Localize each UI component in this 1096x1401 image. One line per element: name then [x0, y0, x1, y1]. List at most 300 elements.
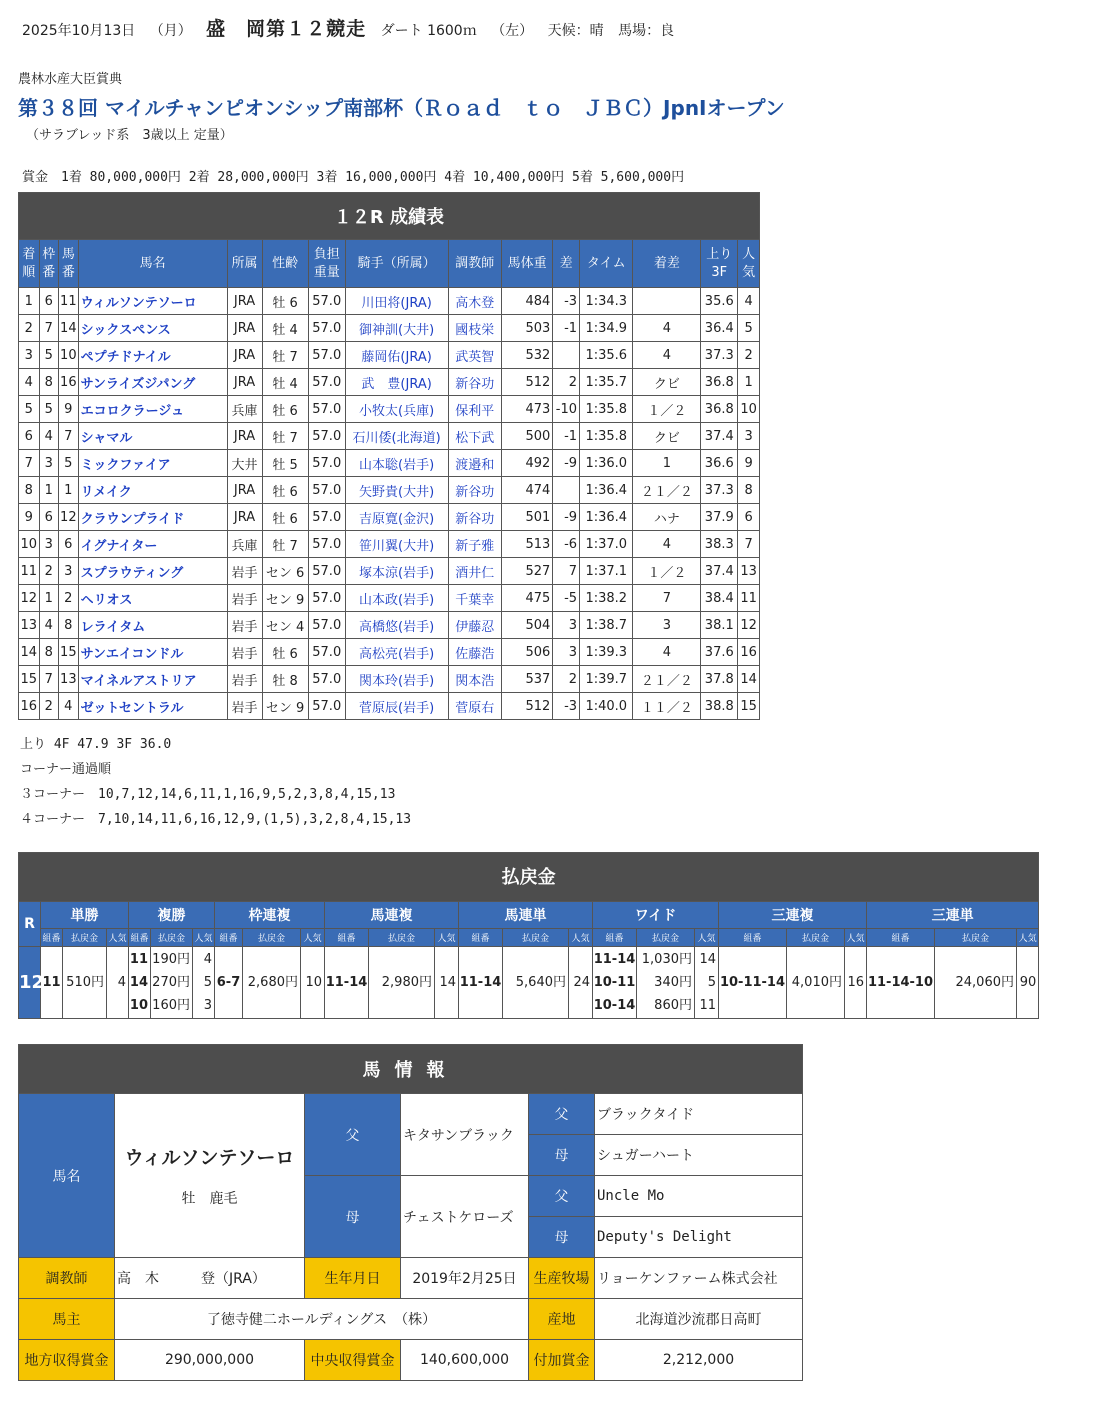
umatan-combo: 11-14: [459, 947, 503, 1019]
cell-horse-name[interactable]: ヘリオス: [78, 585, 227, 612]
cell-popularity: 10: [738, 396, 760, 423]
cell-jockey[interactable]: 菅原辰(岩手): [345, 693, 448, 720]
cell-jockey[interactable]: 高松亮(岩手): [345, 639, 448, 666]
cell-margin: クビ: [633, 369, 701, 396]
cell-time: 1:35.8: [580, 396, 633, 423]
table-row: [19, 423, 760, 450]
cell-trainer[interactable]: 松下武: [448, 423, 501, 450]
extra-prize-label: 付加賞金: [529, 1340, 595, 1381]
cell-number: 2: [59, 585, 79, 612]
cell-jockey[interactable]: 石川倭(北海道): [345, 423, 448, 450]
breeder-label: 生産牧場: [529, 1258, 595, 1299]
cell-jockey[interactable]: 山本政(岩手): [345, 585, 448, 612]
cell-weight-diff: 2: [553, 369, 580, 396]
cell-body-weight: 537: [501, 666, 552, 693]
cell-horse-name[interactable]: シャマル: [78, 423, 227, 450]
horse-name-label: 馬名: [19, 1094, 115, 1258]
cell-trainer[interactable]: 保利平: [448, 396, 501, 423]
payout-group-tansho: 単勝: [41, 902, 129, 929]
cell-sex-age: セン 9: [262, 693, 308, 720]
cell-margin: １／２: [633, 396, 701, 423]
cell-frame: 2: [39, 558, 59, 585]
cell-last-3f: 36.8: [701, 369, 738, 396]
fukusho-pay: 160円: [152, 998, 190, 1013]
cell-trainer[interactable]: 菅原右: [448, 693, 501, 720]
wide-pays: [637, 947, 695, 1019]
cell-time: 1:36.4: [580, 477, 633, 504]
birth-label: 生年月日: [305, 1258, 401, 1299]
cell-popularity: 15: [738, 693, 760, 720]
cell-time: 1:35.7: [580, 369, 633, 396]
payout-group-umatan: 馬連単: [459, 902, 593, 929]
cell-popularity: 5: [738, 315, 760, 342]
cell-sex-age: 牡 7: [262, 531, 308, 558]
cell-affiliation: JRA: [227, 288, 262, 315]
cell-body-weight: 527: [501, 558, 552, 585]
race-title: 第３８回 マイルチャンピオンシップ南部杯（Ｒｏａｄ ｔｏ ＪＢＣ）JpnⅠオープン: [18, 96, 785, 120]
table-row: [19, 693, 760, 720]
cell-rank: 8: [19, 477, 40, 504]
wide-pop: 5: [707, 975, 716, 990]
origin-name: 北海道沙流郡日高町: [595, 1299, 803, 1340]
payout-caption: 払戻金: [19, 853, 1039, 902]
table-row: [19, 369, 760, 396]
cell-popularity: 13: [738, 558, 760, 585]
cell-frame: 5: [39, 342, 59, 369]
results-header-weight-diff: 差: [553, 240, 580, 288]
horse-info-table: [18, 1044, 803, 1381]
extra-prize: 2,212,000: [595, 1340, 803, 1381]
dam-sire-label: 父: [529, 1176, 595, 1217]
payout-subheader-pop: 人気: [569, 929, 593, 947]
wakuren-pop: 10: [301, 947, 325, 1019]
payout-subheader-combo: 組番: [593, 929, 637, 947]
cell-rank: 7: [19, 450, 40, 477]
cell-margin: ハナ: [633, 504, 701, 531]
wide-pop: 11: [699, 998, 716, 1013]
cell-rank: 12: [19, 585, 40, 612]
results-header-frame: 枠番: [39, 240, 59, 288]
cell-last-3f: 37.6: [701, 639, 738, 666]
cell-weight: 57.0: [308, 585, 345, 612]
cell-weight-diff: -6: [553, 531, 580, 558]
cell-weight: 57.0: [308, 612, 345, 639]
cell-trainer[interactable]: 新子雅: [448, 531, 501, 558]
cell-trainer[interactable]: 國枝栄: [448, 315, 501, 342]
cell-frame: 7: [39, 666, 59, 693]
cell-weight: 57.0: [308, 288, 345, 315]
cell-jockey[interactable]: 御神訓(大井): [345, 315, 448, 342]
sanrenpuku-combo: 10-11-14: [719, 947, 787, 1019]
cell-last-3f: 37.3: [701, 477, 738, 504]
payout-group-wakuren: 枠連複: [215, 902, 325, 929]
payout-subheader-row: [19, 929, 1039, 947]
cell-number: 5: [59, 450, 79, 477]
cell-trainer[interactable]: 新谷功: [448, 369, 501, 396]
cell-trainer[interactable]: 高木登: [448, 288, 501, 315]
cell-time: 1:35.6: [580, 342, 633, 369]
cell-horse-name[interactable]: シックスペンス: [78, 315, 227, 342]
cell-trainer[interactable]: 千葉幸: [448, 585, 501, 612]
cell-trainer[interactable]: 武英智: [448, 342, 501, 369]
cell-sex-age: 牡 7: [262, 342, 308, 369]
cell-time: 1:37.1: [580, 558, 633, 585]
cell-time: 1:36.0: [580, 450, 633, 477]
cell-margin: 4: [633, 531, 701, 558]
payout-group-umaren: 馬連複: [325, 902, 459, 929]
cell-jockey[interactable]: 塚本涼(岩手): [345, 558, 448, 585]
cell-time: 1:37.0: [580, 531, 633, 558]
cell-sex-age: セン 9: [262, 585, 308, 612]
fukusho-pop: 4: [203, 952, 212, 967]
cell-popularity: 1: [738, 369, 760, 396]
cell-body-weight: 492: [501, 450, 552, 477]
cell-popularity: 9: [738, 450, 760, 477]
fukusho-combo: 11: [129, 952, 148, 967]
cell-frame: 4: [39, 423, 59, 450]
cell-trainer[interactable]: 伊藤忍: [448, 612, 501, 639]
sanrentan-combo: 11-14-10: [867, 947, 935, 1019]
sire-name: キタサンブラック: [401, 1094, 529, 1176]
payout-subheader-combo: 組番: [129, 929, 151, 947]
results-header-sex-age: 性齢: [262, 240, 308, 288]
table-row: [19, 558, 760, 585]
cell-number: 1: [59, 477, 79, 504]
cell-affiliation: 兵庫: [227, 531, 262, 558]
birth-date: 2019年2月25日: [401, 1258, 529, 1299]
cell-horse-name[interactable]: ウィルソンテソーロ: [78, 288, 227, 315]
cell-jockey[interactable]: 藤岡佑(JRA): [345, 342, 448, 369]
cell-jockey[interactable]: 笹川翼(大井): [345, 531, 448, 558]
cell-horse-name[interactable]: ペプチドナイル: [78, 342, 227, 369]
sire-sire-label: 父: [529, 1094, 595, 1135]
cell-last-3f: 38.3: [701, 531, 738, 558]
umaren-combo: 11-14: [325, 947, 369, 1019]
results-header-trainer: 調教師: [448, 240, 501, 288]
cell-sex-age: 牡 6: [262, 477, 308, 504]
origin-label: 産地: [529, 1299, 595, 1340]
cell-frame: 3: [39, 450, 59, 477]
cell-number: 3: [59, 558, 79, 585]
cell-sex-age: 牡 4: [262, 369, 308, 396]
cell-rank: 16: [19, 693, 40, 720]
cell-rank: 3: [19, 342, 40, 369]
payout-subheader-combo: 組番: [325, 929, 369, 947]
owner-name: 了徳寺健二ホールディングス （株）: [115, 1299, 529, 1340]
cell-horse-name[interactable]: ゼットセントラル: [78, 693, 227, 720]
cell-weight-diff: -3: [553, 288, 580, 315]
cell-margin: ２１／２: [633, 477, 701, 504]
corner3-order: ３コーナー 10,7,12,14,6,11,1,16,9,5,2,3,8,4,15,13: [20, 787, 396, 802]
sire-dam-label: 母: [529, 1135, 595, 1176]
dam-dam-name: Deputy's Delight: [595, 1217, 803, 1258]
wide-combos: [593, 947, 637, 1019]
cell-popularity: 8: [738, 477, 760, 504]
cell-weight: 57.0: [308, 531, 345, 558]
cell-jockey[interactable]: 山本聡(岩手): [345, 450, 448, 477]
cell-number: 8: [59, 612, 79, 639]
cell-weight: 57.0: [308, 693, 345, 720]
table-row: [19, 288, 760, 315]
payout-subheader-combo: 組番: [459, 929, 503, 947]
cell-weight: 57.0: [308, 315, 345, 342]
table-row: [19, 639, 760, 666]
cell-trainer[interactable]: 関本浩: [448, 666, 501, 693]
wide-combo: 10-11: [593, 975, 636, 990]
race-header: [22, 14, 684, 41]
cell-body-weight: 512: [501, 693, 552, 720]
cell-affiliation: 兵庫: [227, 396, 262, 423]
cell-trainer[interactable]: 渡邉和: [448, 450, 501, 477]
cell-jockey[interactable]: 矢野貴(大井): [345, 477, 448, 504]
wakuren-combo: 6-7: [215, 947, 243, 1019]
cell-popularity: 14: [738, 666, 760, 693]
payout-subheader-pop: 人気: [301, 929, 325, 947]
cell-popularity: 11: [738, 585, 760, 612]
cell-weight-diff: [553, 477, 580, 504]
breeder-name: リョーケンファーム株式会社: [595, 1258, 803, 1299]
cell-horse-name[interactable]: リメイク: [78, 477, 227, 504]
cell-horse-name[interactable]: マイネルアストリア: [78, 666, 227, 693]
dam-label: 母: [305, 1176, 401, 1258]
cell-sex-age: 牡 6: [262, 639, 308, 666]
results-header-margin: 着差: [633, 240, 701, 288]
cell-sex-age: セン 6: [262, 558, 308, 585]
payout-subheader-pay: 払戻金: [63, 929, 107, 947]
cell-last-3f: 37.8: [701, 666, 738, 693]
cell-sex-age: 牡 7: [262, 423, 308, 450]
cell-last-3f: 38.8: [701, 693, 738, 720]
payout-subheader-pay: 払戻金: [637, 929, 695, 947]
wide-pop: 14: [699, 952, 716, 967]
cell-time: 1:38.2: [580, 585, 633, 612]
cell-rank: 13: [19, 612, 40, 639]
payout-group-sanrentan: 三連単: [867, 902, 1039, 929]
cell-popularity: 7: [738, 531, 760, 558]
table-row: [19, 450, 760, 477]
race-notes: [20, 732, 411, 832]
cell-horse-name[interactable]: サンライズジパング: [78, 369, 227, 396]
cell-number: 12: [59, 504, 79, 531]
central-prize: 140,600,000: [401, 1340, 529, 1381]
cell-number: 10: [59, 342, 79, 369]
table-row: [19, 666, 760, 693]
cell-body-weight: 475: [501, 585, 552, 612]
umatan-pop: 24: [569, 947, 593, 1019]
cell-popularity: 12: [738, 612, 760, 639]
cell-body-weight: 532: [501, 342, 552, 369]
cell-jockey[interactable]: 川田将(JRA): [345, 288, 448, 315]
cell-jockey[interactable]: 関本玲(岩手): [345, 666, 448, 693]
cell-rank: 11: [19, 558, 40, 585]
wide-combo: 10-14: [593, 998, 636, 1013]
cell-number: 11: [59, 288, 79, 315]
payout-subheader-pop: 人気: [1017, 929, 1039, 947]
cell-last-3f: 36.8: [701, 396, 738, 423]
cell-affiliation: 岩手: [227, 558, 262, 585]
cell-number: 9: [59, 396, 79, 423]
cell-margin: 4: [633, 315, 701, 342]
payout-subheader-pop: 人気: [845, 929, 867, 947]
trainer-label: 調教師: [19, 1258, 115, 1299]
cell-trainer[interactable]: 新谷功: [448, 504, 501, 531]
payout-subheader-pay: 払戻金: [369, 929, 435, 947]
cell-jockey[interactable]: 吉原寛(金沢): [345, 504, 448, 531]
wide-pay: 340円: [654, 975, 692, 990]
cell-weight: 57.0: [308, 396, 345, 423]
results-header-rank: 着順: [19, 240, 40, 288]
payout-subheader-pop: 人気: [193, 929, 215, 947]
cell-trainer[interactable]: 佐藤浩: [448, 639, 501, 666]
central-prize-label: 中央収得賞金: [305, 1340, 401, 1381]
sanrenpuku-pay: 4,010円: [787, 947, 845, 1019]
cell-horse-name[interactable]: スプラウティング: [78, 558, 227, 585]
cell-time: 1:35.8: [580, 423, 633, 450]
results-header-weight: 負担重量: [308, 240, 345, 288]
race-course: ダート 1600ｍ: [380, 23, 477, 39]
cell-affiliation: 岩手: [227, 693, 262, 720]
cell-affiliation: JRA: [227, 423, 262, 450]
local-prize-label: 地方収得賞金: [19, 1340, 115, 1381]
payout-table: [18, 852, 1039, 1019]
wide-pops: [695, 947, 719, 1019]
results-header-horse-name: 馬名: [78, 240, 227, 288]
payout-subheader-pay: 払戻金: [787, 929, 845, 947]
cell-number: 13: [59, 666, 79, 693]
cell-affiliation: JRA: [227, 477, 262, 504]
fukusho-pay: 270円: [152, 975, 190, 990]
cell-last-3f: 37.4: [701, 423, 738, 450]
cell-number: 6: [59, 531, 79, 558]
cell-sex-age: 牡 8: [262, 666, 308, 693]
cell-frame: 8: [39, 369, 59, 396]
payout-group-fukusho: 複勝: [129, 902, 215, 929]
cell-sex-age: 牡 6: [262, 396, 308, 423]
cell-time: 1:38.7: [580, 612, 633, 639]
cell-rank: 4: [19, 369, 40, 396]
cell-popularity: 4: [738, 288, 760, 315]
wide-pay: 860円: [654, 998, 692, 1013]
race-class: （サラブレッド系 3歳以上 定量）: [26, 128, 233, 143]
payout-subheader-combo: 組番: [41, 929, 63, 947]
cell-affiliation: 岩手: [227, 612, 262, 639]
payout-subheader-pop: 人気: [435, 929, 459, 947]
cell-jockey[interactable]: 小牧太(兵庫): [345, 396, 448, 423]
cell-horse-name[interactable]: レライタム: [78, 612, 227, 639]
cell-sex-age: 牡 5: [262, 450, 308, 477]
cell-body-weight: 474: [501, 477, 552, 504]
fukusho-pops: [193, 947, 215, 1019]
payout-group-wide: ワイド: [593, 902, 719, 929]
cell-sex-age: 牡 6: [262, 288, 308, 315]
results-header-last-3f: 上り3F: [701, 240, 738, 288]
cell-affiliation: 大井: [227, 450, 262, 477]
wakuren-pay: 2,680円: [243, 947, 301, 1019]
cell-frame: 1: [39, 585, 59, 612]
cell-weight-diff: -9: [553, 450, 580, 477]
cell-weight-diff: -1: [553, 315, 580, 342]
cell-horse-name[interactable]: クラウンプライド: [78, 504, 227, 531]
cell-frame: 8: [39, 639, 59, 666]
horse-sex-color: 牡 鹿毛: [181, 1191, 238, 1207]
race-weekday: （月）: [149, 23, 192, 39]
cell-frame: 3: [39, 531, 59, 558]
cell-weight-diff: -3: [553, 693, 580, 720]
cell-number: 14: [59, 315, 79, 342]
cell-body-weight: 504: [501, 612, 552, 639]
fukusho-pay: 190円: [152, 952, 190, 967]
cell-weight: 57.0: [308, 423, 345, 450]
payout-subheader-pop: 人気: [695, 929, 719, 947]
umaren-pay: 2,980円: [369, 947, 435, 1019]
cell-sex-age: 牡 6: [262, 504, 308, 531]
owner-label: 馬主: [19, 1299, 115, 1340]
table-row: [19, 585, 760, 612]
cell-affiliation: JRA: [227, 342, 262, 369]
cell-horse-name[interactable]: エコロクラージュ: [78, 396, 227, 423]
cell-margin: ２１／２: [633, 666, 701, 693]
cell-horse-name[interactable]: ミックファイア: [78, 450, 227, 477]
cell-jockey[interactable]: 高橋悠(岩手): [345, 612, 448, 639]
results-header-affiliation: 所属: [227, 240, 262, 288]
cell-horse-name[interactable]: サンエイコンドル: [78, 639, 227, 666]
dam-dam-label: 母: [529, 1217, 595, 1258]
race-number: 盛 岡第１２競走: [206, 18, 367, 40]
table-row: [19, 315, 760, 342]
table-row: [19, 531, 760, 558]
cell-trainer[interactable]: 新谷功: [448, 477, 501, 504]
results-header-time: タイム: [580, 240, 633, 288]
cell-popularity: 6: [738, 504, 760, 531]
cell-affiliation: 岩手: [227, 585, 262, 612]
cell-time: 1:39.7: [580, 666, 633, 693]
cell-horse-name[interactable]: イグナイター: [78, 531, 227, 558]
cell-weight-diff: 3: [553, 612, 580, 639]
results-table: [18, 192, 760, 720]
cell-margin: 1: [633, 450, 701, 477]
cell-time: 1:40.0: [580, 693, 633, 720]
race-track: 馬場：良: [618, 23, 675, 39]
wide-combo: 11-14: [593, 952, 636, 967]
cell-frame: 4: [39, 612, 59, 639]
cell-last-3f: 35.6: [701, 288, 738, 315]
cell-sex-age: セン 4: [262, 612, 308, 639]
cell-last-3f: 37.3: [701, 342, 738, 369]
results-header-body-weight: 馬体重: [501, 240, 552, 288]
table-row: [19, 612, 760, 639]
cell-trainer[interactable]: 酒井仁: [448, 558, 501, 585]
cell-body-weight: 506: [501, 639, 552, 666]
cell-weight-diff: -9: [553, 504, 580, 531]
cell-jockey[interactable]: 武 豊(JRA): [345, 369, 448, 396]
cell-margin: 3: [633, 612, 701, 639]
cell-body-weight: 473: [501, 396, 552, 423]
fukusho-pop: 5: [203, 975, 212, 990]
cell-rank: 9: [19, 504, 40, 531]
cell-rank: 14: [19, 639, 40, 666]
cell-weight-diff: [553, 342, 580, 369]
corner-title: コーナー通過順: [20, 762, 112, 777]
cell-margin: １／２: [633, 558, 701, 585]
cell-affiliation: JRA: [227, 315, 262, 342]
fukusho-pays: [151, 947, 193, 1019]
cell-rank: 6: [19, 423, 40, 450]
cell-weight: 57.0: [308, 639, 345, 666]
payout-race-no: 12: [19, 947, 41, 1019]
cell-affiliation: JRA: [227, 369, 262, 396]
cell-weight: 57.0: [308, 450, 345, 477]
cell-weight: 57.0: [308, 666, 345, 693]
